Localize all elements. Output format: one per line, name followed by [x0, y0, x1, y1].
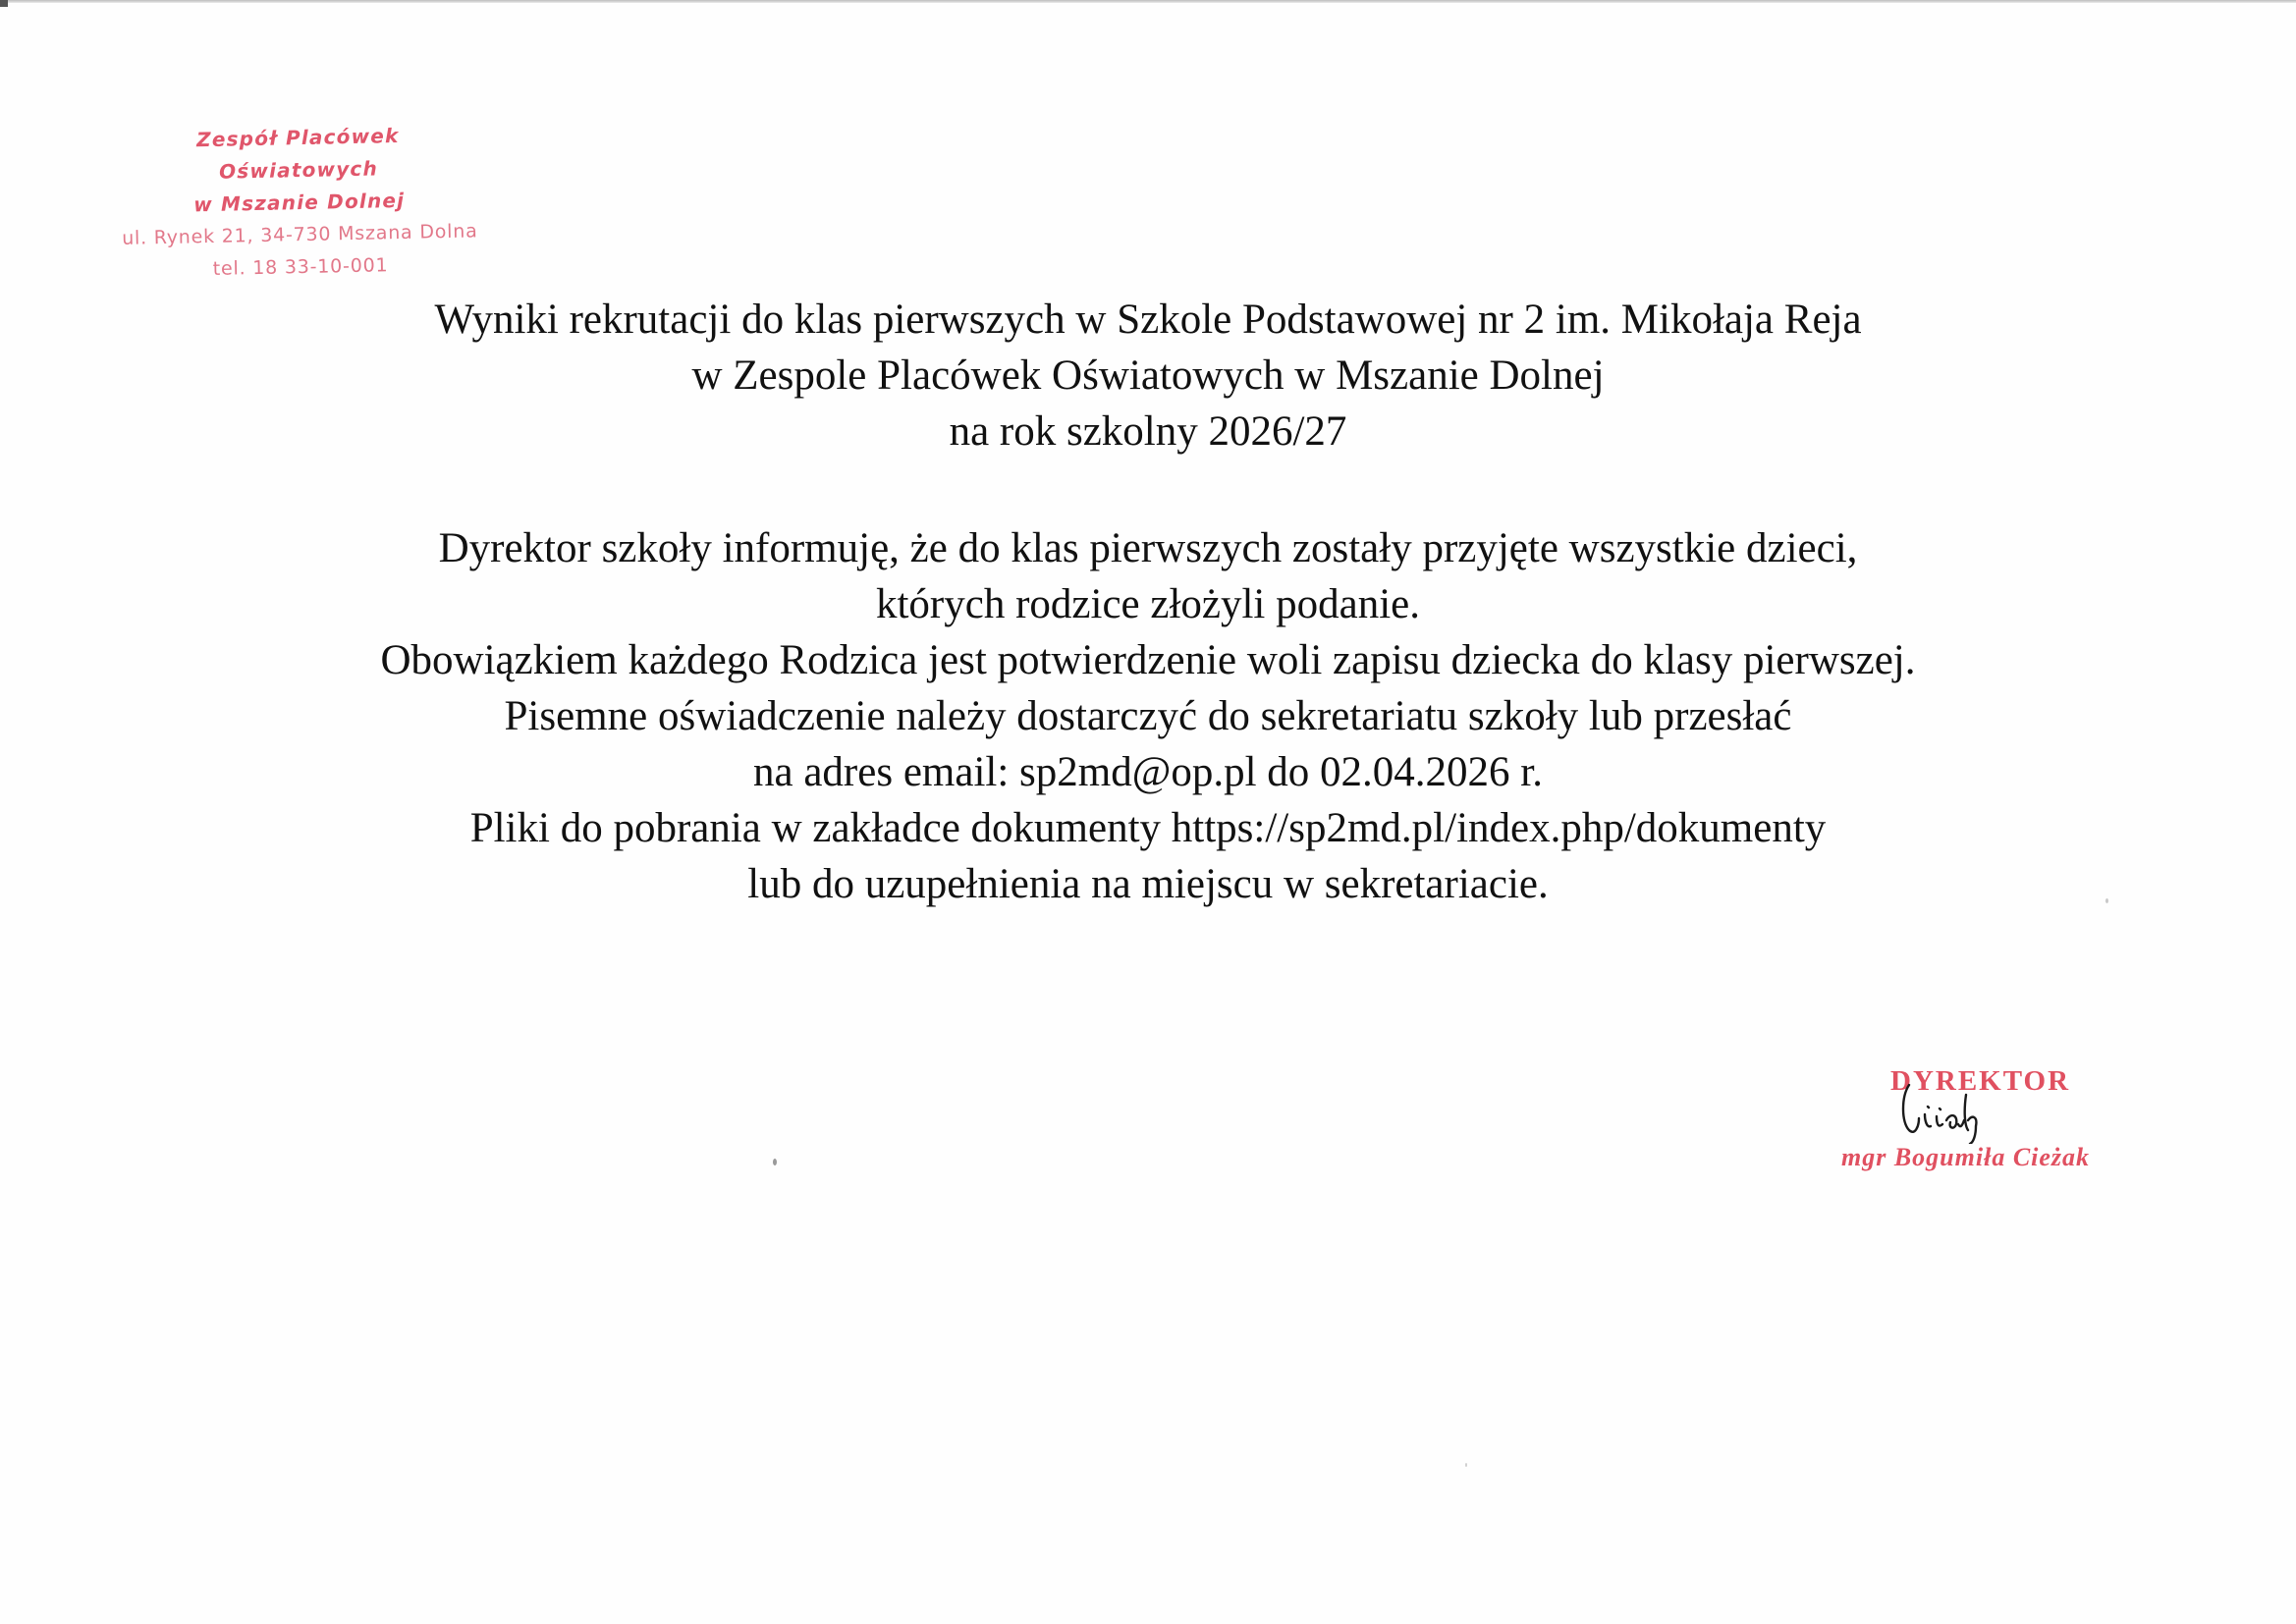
title-line: w Zespole Placówek Oświatowych w Mszanie Dolnej	[691, 352, 1605, 399]
body-line: Dyrektor szkoły informuję, że do klas pierwszych zostały przyjęte wszystkie dzieci,	[438, 525, 1858, 571]
director-signature-stamp	[1836, 1065, 2131, 1183]
stamp-school-name: Zespół Placówek Oświatowych	[195, 123, 400, 184]
body-line: których rodzice złożyli podanie.	[875, 581, 1420, 627]
title-line: Wyniki rekrutacji do klas pierwszych w Szkole Podstawowej nr 2 im. Mikołaja Reja	[434, 297, 1862, 343]
scan-speck	[773, 1159, 777, 1165]
signature-title: DYREKTOR	[1890, 1065, 2071, 1097]
body-line-email: na adres email: sp2md@op.pl do 02.04.2026 r.	[753, 749, 1543, 795]
stamp-address: ul. Rynek 21, 34-730 Mszana Dolna	[121, 220, 478, 249]
scan-top-edge	[0, 0, 2296, 3]
scan-speck	[1465, 1463, 1467, 1467]
body-line-link: Pliki do pobrania w zakładce dokumenty https://sp2md.pl/index.php/dokumenty	[469, 805, 1827, 851]
body-line: Obowiązkiem każdego Rodzica jest potwierdzenie woli zapisu dziecka do klasy pierwszej.	[380, 637, 1916, 683]
scan-speck	[2105, 898, 2108, 903]
document-body	[0, 520, 2296, 912]
school-stamp	[116, 118, 482, 288]
title-line: na rok szkolny 2026/27	[949, 408, 1347, 455]
document-title	[0, 292, 2296, 460]
stamp-location: w Mszanie Dolnej	[192, 188, 406, 217]
scan-corner-mark	[0, 0, 8, 7]
body-line: Pisemne oświadczenie należy dostarczyć do sekretariatu szkoły lub przesłać	[504, 693, 1792, 739]
signature-name: mgr Bogumiła Cieżak	[1841, 1143, 2091, 1171]
body-line: lub do uzupełnienia na miejscu w sekretariacie.	[747, 861, 1549, 907]
stamp-phone: tel. 18 33-10-001	[212, 254, 389, 280]
handwritten-signature-icon	[1895, 1075, 2013, 1144]
